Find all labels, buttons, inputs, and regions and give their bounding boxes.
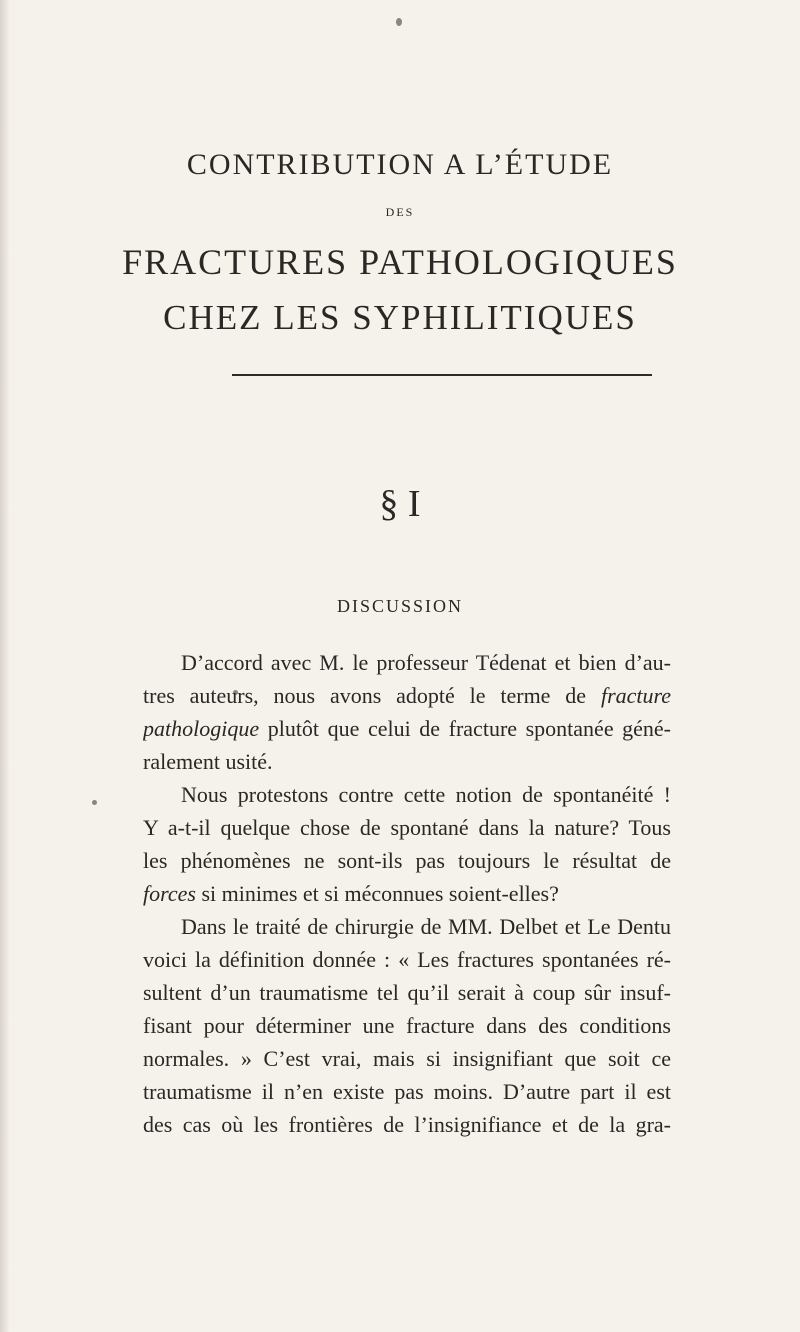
body-line: normales. » C’est vrai, mais si insignifiant que soit ce	[143, 1046, 671, 1071]
title-line-2: DES	[385, 205, 415, 219]
body-line: Y a-t-il quelque chose de spontané dans la nature? Tous	[143, 815, 671, 840]
body-line: ralement usité.	[143, 749, 273, 774]
page-edge-shadow	[0, 0, 10, 1332]
body-line: sultent d’un traumatisme tel qu’il serait à coup sûr insuf-	[143, 980, 671, 1005]
section-number: § I	[379, 483, 421, 525]
title-line-4: CHEZ LES SYPHILITIQUES	[163, 298, 637, 337]
body-italic-text: fracture	[600, 683, 671, 708]
body-italic-text: pathologique	[143, 716, 260, 741]
section-title: DISCUSSION	[336, 596, 464, 616]
body-line: des cas où les frontières de l’insignifiance et de la gra-	[143, 1112, 671, 1137]
body-line: voici la définition donnée : « Les fractures spontanées ré-	[143, 947, 671, 972]
body-text: tres auteurs, nous avons adopté le terme de	[143, 683, 587, 708]
title-divider	[232, 374, 652, 376]
body-text: plutôt que celui de fracture spontanée géné-	[267, 716, 671, 741]
ink-speck	[92, 800, 97, 805]
body-line	[143, 714, 671, 744]
title-line-1: CONTRIBUTION A L’ÉTUDE	[186, 148, 614, 181]
body-line: D’accord avec M. le professeur Tédenat et bien d’au-	[181, 650, 671, 675]
body-line: fisant pour déterminer une fracture dans des conditions	[143, 1013, 671, 1038]
body-line: traumatisme il n’en existe pas moins. D’autre part il est	[143, 1079, 671, 1104]
body-italic-text: forces	[143, 881, 196, 906]
body-text: si minimes et si méconnues soient-elles?	[201, 881, 559, 906]
body-line: Nous protestons contre cette notion de spontanéité !	[181, 782, 671, 807]
body-line	[143, 879, 671, 909]
body-line	[143, 681, 671, 711]
body-line: les phénomènes ne sont-ils pas toujours le résultat de	[143, 848, 671, 873]
body-line: Dans le traité de chirurgie de MM. Delbet et Le Dentu	[181, 914, 671, 939]
ink-speck	[396, 18, 402, 26]
title-line-3: FRACTURES PATHOLOGIQUES	[122, 242, 678, 282]
